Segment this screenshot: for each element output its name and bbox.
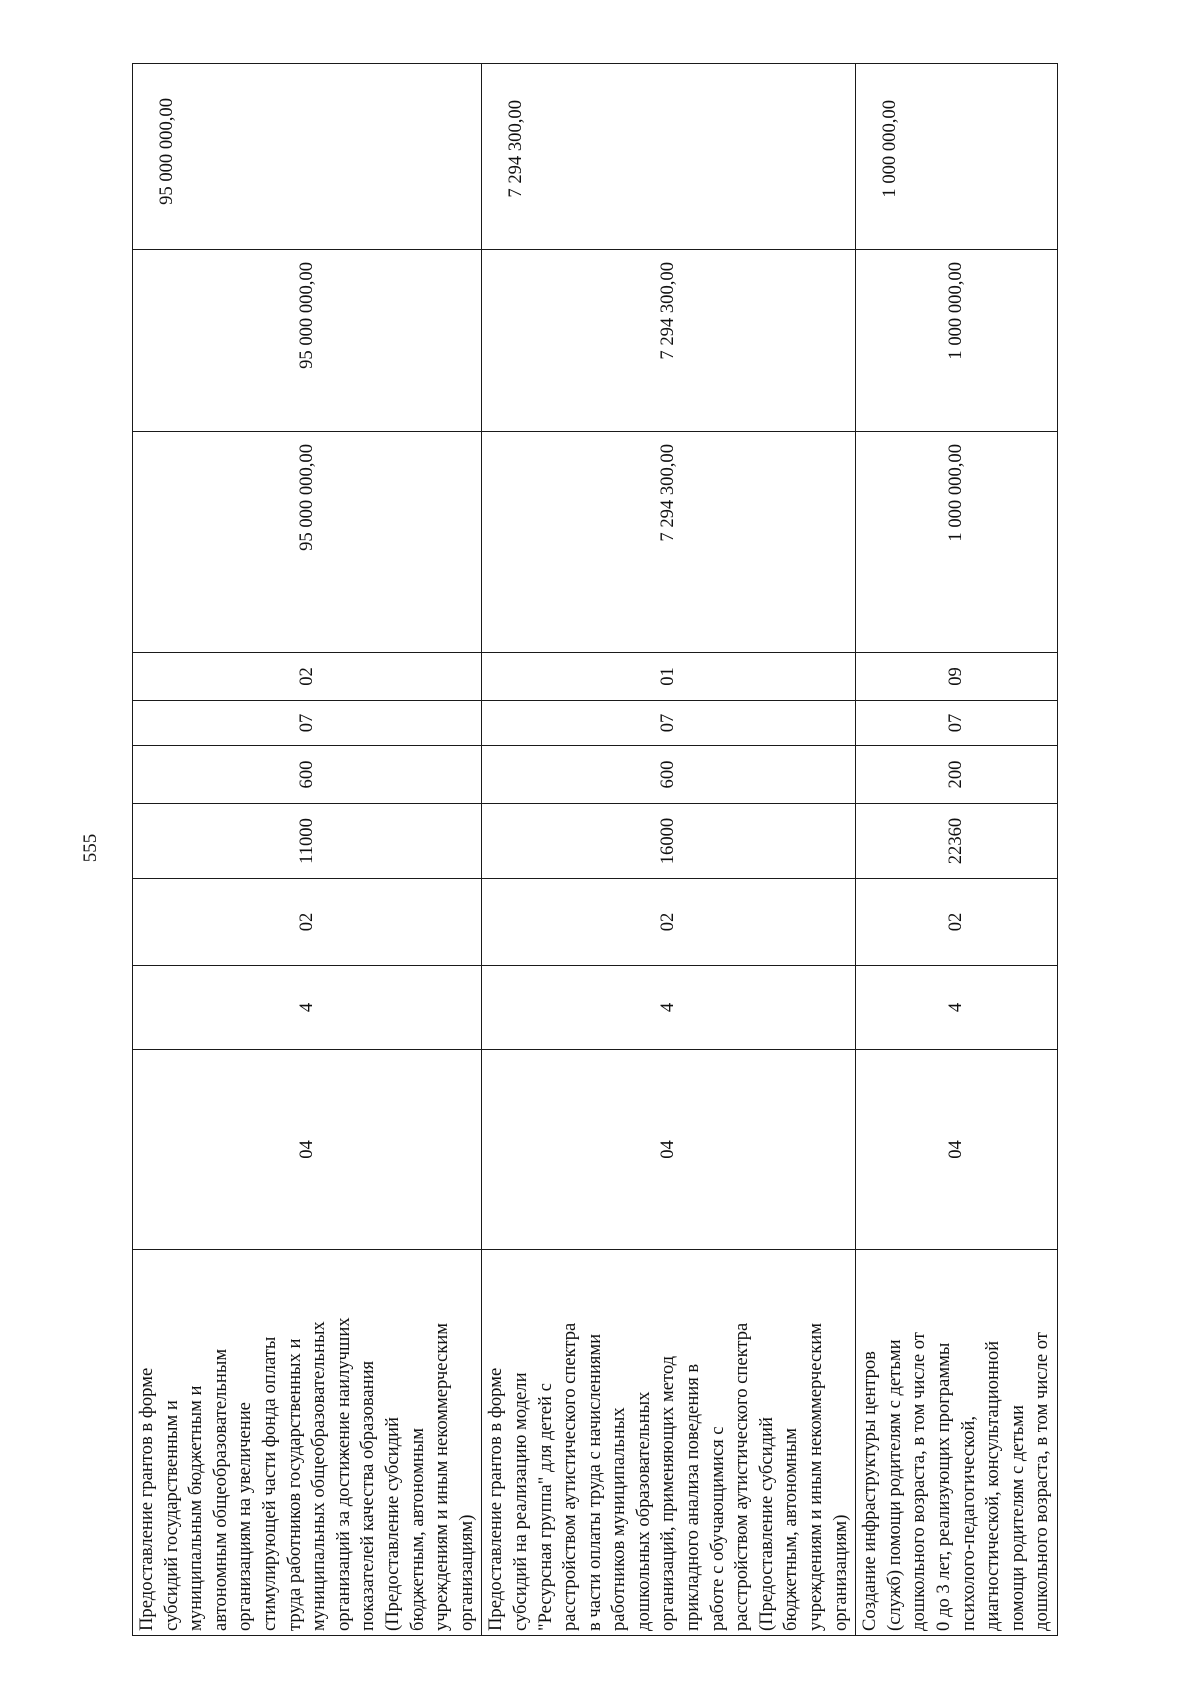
rotated-table-wrapper [132,64,1053,1636]
program-code-cell: 04 [856,1050,1058,1250]
subprogram-code-cell: 4 [482,966,856,1050]
expense-name-cell: Предоставление грантов в форме субсидий государственным и муниципальным бюджетным и автономным общеобразовательным организациям на увеличение стимулирующей части фонда оплаты труда работников государственных и муниципальных общеобразовательных организаций за достижение наилучших показателей качества образования (Предоставление субсидий бюджетным, автономным учреждениям и иным некоммерческим организациям) [133,1250,482,1636]
amount-2-cell: 1 000 000,00 [856,250,1058,432]
expense-type-code-cell: 600 [133,746,482,804]
expense-type-code-cell: 600 [482,746,856,804]
subsection-code-cell: 09 [856,653,1058,701]
table-row [856,64,1058,1636]
subprogram-code-cell: 4 [133,966,482,1050]
expense-name-cell: Предоставление грантов в форме субсидий на реализацию модели "Ресурсная группа" для детей с расстройством аутистического спектра в части оплаты труда с начислениями работников муниципальных дошкольных образовательных организаций, применяющих метод прикладного анализа поведения в работе с обучающимися с расстройством аутистического спектра (Предоставление субсидий бюджетным, автономным учреждениям и иным некоммерческим организациям) [482,1250,856,1636]
amount-1-cell: 7 294 300,00 [482,432,856,653]
main-event-code-cell: 02 [482,879,856,966]
program-code-cell: 04 [482,1050,856,1250]
amount-2-cell: 95 000 000,00 [133,250,482,432]
program-code-cell: 04 [133,1050,482,1250]
subsection-code-cell: 02 [133,653,482,701]
subsection-code-cell: 01 [482,653,856,701]
budget-table [132,63,1058,1636]
table-row [133,64,482,1636]
direction-code-cell: 11000 [133,804,482,879]
expense-name-cell: Создание инфраструктуры центров (служб) помощи родителям с детьми дошкольного возраста, в том числе от 0 до 3 лет, реализующих программы психолого-педагогической, диагностической, консультационной помощи родителям с детьми дошкольного возраста, в том числе от [856,1250,1058,1636]
direction-code-cell: 16000 [482,804,856,879]
amount-3-cell: 1 000 000,00 [856,64,1058,250]
amount-2-cell: 7 294 300,00 [482,250,856,432]
page-number: 555 [79,833,101,863]
amount-1-cell: 95 000 000,00 [133,432,482,653]
section-code-cell: 07 [856,701,1058,746]
main-event-code-cell: 02 [856,879,1058,966]
subprogram-code-cell: 4 [856,966,1058,1050]
table-row [482,64,856,1636]
amount-1-cell: 1 000 000,00 [856,432,1058,653]
expense-type-code-cell: 200 [856,746,1058,804]
main-event-code-cell: 02 [133,879,482,966]
amount-3-cell: 7 294 300,00 [482,64,856,250]
amount-3-cell: 95 000 000,00 [133,64,482,250]
section-code-cell: 07 [482,701,856,746]
section-code-cell: 07 [133,701,482,746]
direction-code-cell: 22360 [856,804,1058,879]
